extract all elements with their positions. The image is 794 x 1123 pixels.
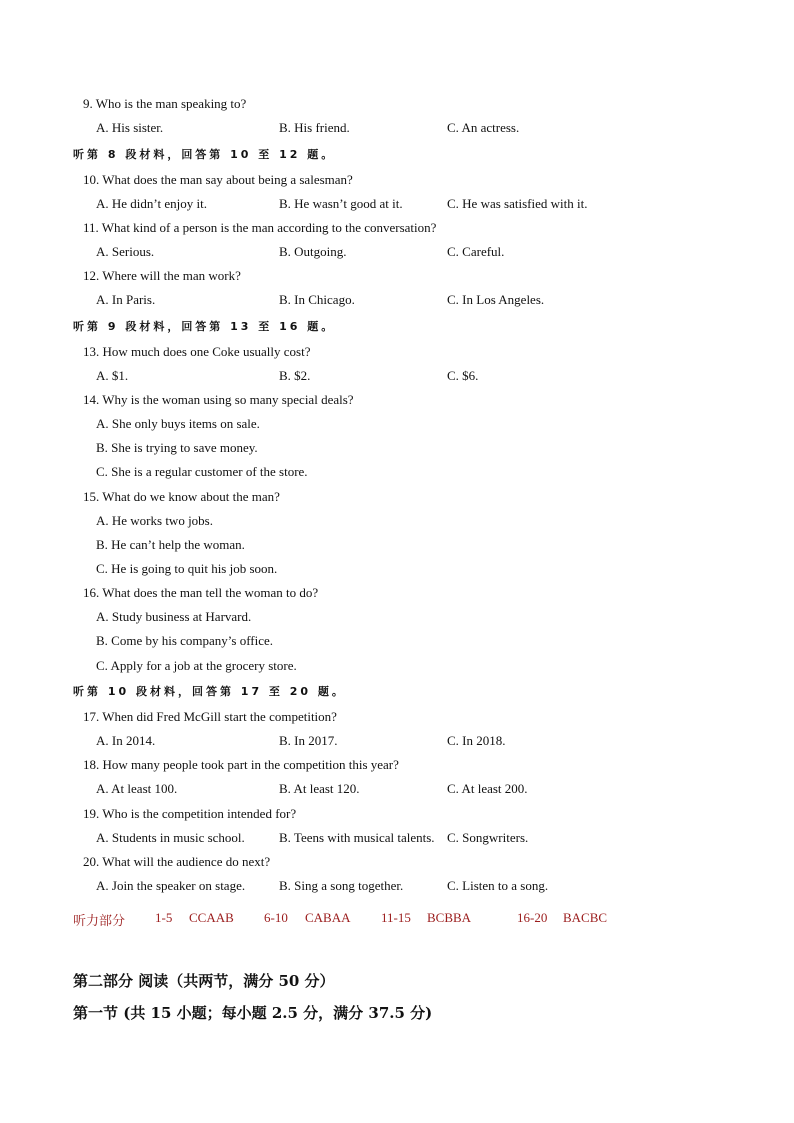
q11-option-a: A. Serious. [96,244,155,259]
question-15: 15. What do we know about the man? [83,489,280,504]
question-11: 11. What kind of a person is the man according to the conversation? [83,220,437,235]
q18-option-a: A. At least 100. [96,781,178,796]
q15-option-b: B. He can’t help the woman. [96,537,245,552]
q19-option-c: C. Songwriters. [447,830,529,845]
section-header-8: 听第 8 段材料，回答第 10 至 12 题。 [73,148,336,161]
q18-option-b: B. At least 120. [279,781,360,796]
question-16: 16. What does the man tell the woman to do? [83,585,319,600]
q19-option-b: B. Teens with musical talents. [279,830,435,845]
question-10: 10. What does the man say about being a salesman? [83,172,353,187]
q16-option-a: A. Study business at Harvard. [96,609,252,624]
q16-option-b: B. Come by his company’s office. [96,633,274,648]
section-1-title: 第一节 (共 15 小题；每小题 2.5 分，满分 37.5 分) [73,1004,433,1022]
answer-range-4: 16-20 [517,910,548,925]
question-20: 20. What will the audience do next? [83,854,271,869]
q16-option-c: C. Apply for a job at the grocery store. [96,658,297,673]
q14-option-a: A. She only buys items on sale. [96,416,260,431]
q14-option-b: B. She is trying to save money. [96,440,258,455]
q10-option-a: A. He didn’t enjoy it. [96,196,207,211]
q17-option-a: A. In 2014. [96,733,156,748]
q9-option-a: A. His sister. [96,120,164,135]
answer-range-2: 6-10 [264,910,288,925]
question-9: 9. Who is the man speaking to? [83,96,247,111]
q12-option-c: C. In Los Angeles. [447,292,545,307]
q13-option-c: C. $6. [447,368,479,383]
q13-option-b: B. $2. [279,368,311,383]
question-13: 13. How much does one Coke usually cost? [83,344,311,359]
q19-option-a: A. Students in music school. [96,830,245,845]
q18-option-c: C. At least 200. [447,781,528,796]
q10-option-c: C. He was satisfied with it. [447,196,588,211]
q12-option-a: A. In Paris. [96,292,156,307]
q9-option-c: C. An actress. [447,120,520,135]
q11-option-c: C. Careful. [447,244,505,259]
q20-option-b: B. Sing a song together. [279,878,404,893]
q11-option-b: B. Outgoing. [279,244,347,259]
answer-range-1: 1-5 [155,910,173,925]
q17-option-c: C. In 2018. [447,733,506,748]
q15-option-c: C. He is going to quit his job soon. [96,561,278,576]
answer-key-2: CABAA [305,910,351,925]
question-18: 18. How many people took part in the competition this year? [83,757,399,772]
part-2-title: 第二部分 阅读（共两节，满分 50 分） [73,972,335,990]
q13-option-a: A. $1. [96,368,129,383]
section-header-9: 听第 9 段材料，回答第 13 至 16 题。 [73,320,336,333]
q20-option-a: A. Join the speaker on stage. [96,878,246,893]
answer-range-3: 11-15 [381,910,411,925]
answer-key-1: CCAAB [189,910,234,925]
answer-key-3: BCBBA [427,910,472,925]
question-12: 12. Where will the man work? [83,268,241,283]
section-header-10: 听第 10 段材料，回答第 17 至 20 题。 [73,685,346,698]
q10-option-b: B. He wasn’t good at it. [279,196,403,211]
q9-option-b: B. His friend. [279,120,350,135]
question-14: 14. Why is the woman using so many special deals? [83,392,354,407]
listening-answer-key [73,910,713,928]
q12-option-b: B. In Chicago. [279,292,355,307]
answer-key-4: BACBC [563,910,608,925]
q15-option-a: A. He works two jobs. [96,513,213,528]
q14-option-c: C. She is a regular customer of the store. [96,464,308,479]
question-17: 17. When did Fred McGill start the competition? [83,709,337,724]
question-19: 19. Who is the competition intended for? [83,806,297,821]
answer-key-label: 听力部分 [73,914,126,929]
q20-option-c: C. Listen to a song. [447,878,549,893]
q17-option-b: B. In 2017. [279,733,338,748]
